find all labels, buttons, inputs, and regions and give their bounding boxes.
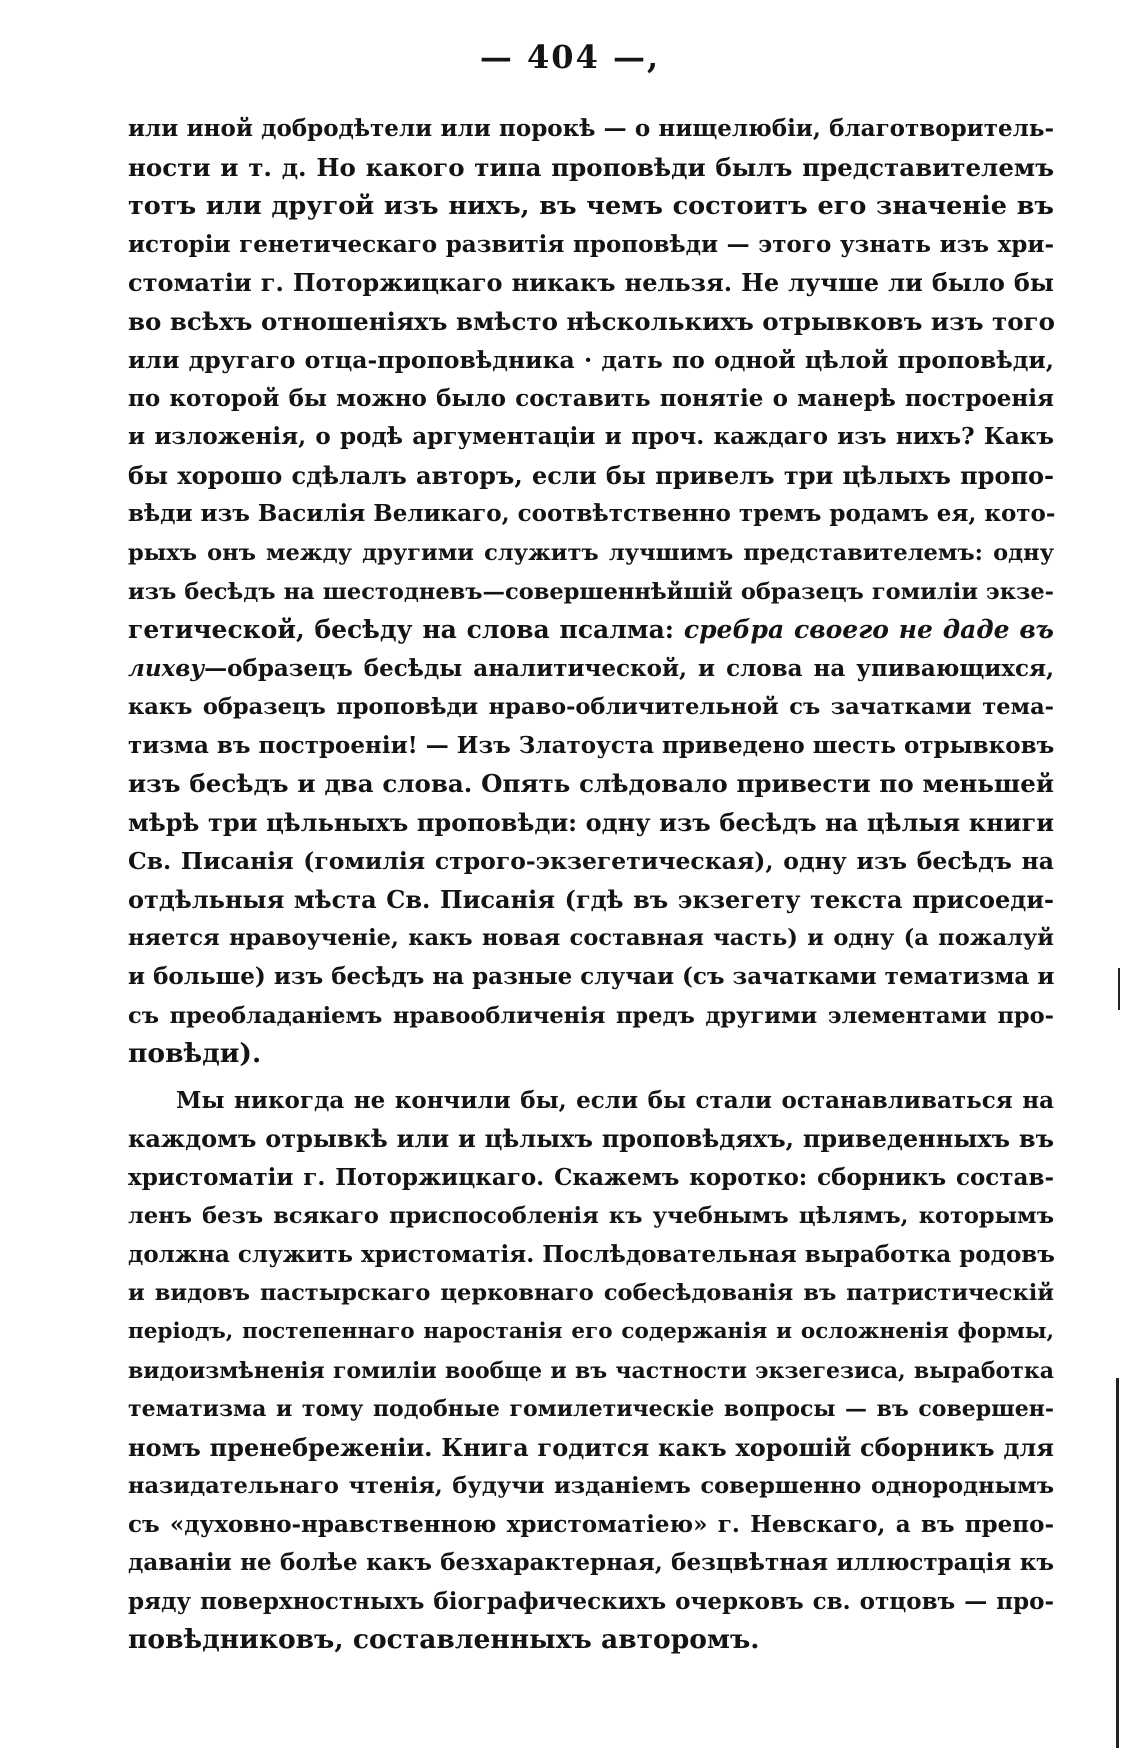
italic-quote: лихву (128, 654, 205, 682)
text-line: изъ бесѣдъ на шестодневъ—совершеннѣйшій образецъ гомиліи экзе- (128, 578, 1054, 605)
text-line: мѣрѣ три цѣльныхъ проповѣди: одну изъ бесѣдъ на цѣлыя книги (128, 807, 1054, 837)
text-line: какъ образецъ проповѣди нраво-обличительной съ зачатками тема- (128, 694, 1054, 721)
text-line: вѣди изъ Василія Великаго, соотвѣтственно тремъ родамъ ея, кото- (128, 500, 1056, 528)
text-line: ряду поверхностныхъ біографическихъ очерковъ св. отцовъ — про- (128, 1587, 1054, 1615)
text-line: должна служить христоматія. Послѣдовательная выработка родовъ (128, 1240, 1055, 1268)
text-line: няется нравоученіе, какъ новая составная часть) и одну (а пожалуй (128, 925, 1054, 952)
text-line: тематизма и тому подобные гомилетическіе вопросы — въ совершен- (128, 1396, 1054, 1423)
text-line: видоизмѣненія гомиліи вообще и въ частности экзегезиса, выработка (128, 1357, 1054, 1384)
text-segment: —образецъ бесѣды аналитической, и слова на упивающихся, (204, 654, 1054, 682)
text-line: или другаго отца-проповѣдника · дать по одной цѣлой проповѣди, (128, 346, 1054, 375)
text-line: повѣдниковъ, составленныхъ авторомъ. (128, 1624, 760, 1656)
paragraph-gap (128, 1074, 1054, 1082)
text-line: исторіи генетическаго развитія проповѣди — этого узнать изъ хри- (128, 230, 1054, 258)
page-number: — 404 —, (479, 38, 661, 76)
text-line: съ «духовно-нравственною христоматіею» г. Невскаго, а въ препо- (128, 1510, 1054, 1538)
text-line: по которой бы можно было составить понятіе о манерѣ построенія (128, 384, 1054, 412)
text-line: бы хорошо сдѣлалъ авторъ, если бы привелъ три цѣлыхъ пропо- (128, 460, 1054, 490)
text-line: тизма въ построеніи! — Изъ Златоуста приведено шесть отрывковъ (128, 731, 1055, 759)
text-line: христоматіи г. Поторжицкаго. Скажемъ коротко: сборникъ состав- (128, 1163, 1054, 1191)
text-line: назидательнаго чтенія, будучи изданіемъ совершенно однороднымъ (128, 1473, 1054, 1500)
text-line: стоматіи г. Поторжицкаго никакъ нельзя. Не лучше ли было бы (128, 268, 1054, 298)
text-line-mixed (128, 611, 1054, 650)
text-line: отдѣльныя мѣста Св. Писанія (гдѣ въ экзегету текста присоеди- (128, 884, 1054, 914)
text-line: и больше) изъ бесѣдъ на разные случаи (съ зачатками тематизма и (128, 963, 1055, 991)
main-text (128, 110, 1054, 1660)
text-line: и изложенія, о родѣ аргументаціи и проч. каждаго изъ нихъ? Какъ (128, 423, 1054, 451)
text-line: и видовъ пастырскаго церковнаго собесѣдованія въ патристическій (128, 1280, 1054, 1307)
text-line: во всѣхъ отношеніяхъ вмѣсто нѣсколькихъ отрывковъ изъ того (128, 306, 1055, 336)
text-line: съ преобладаніемъ нравообличенія предъ другими элементами про- (128, 1002, 1054, 1029)
text-line: рыхъ онъ между другими служитъ лучшимъ представителемъ: одну (128, 540, 1054, 567)
text-line: даваніи не болѣе какъ безхарактерная, безцвѣтная иллюстрація къ (128, 1549, 1054, 1577)
text-line: изъ бесѣдъ и два слова. Опять слѣдовало привести по меньшей (128, 769, 1054, 799)
text-line: или иной добродѣтели или порокѣ — о нищелюбіи, благотворитель- (128, 115, 1054, 142)
text-line: тотъ или другой изъ нихъ, въ чемъ состоитъ его значеніе въ (128, 191, 1054, 222)
text-line: Св. Писанія (гомилія строго-экзегетическая), одну изъ бесѣдъ на (128, 847, 1054, 876)
paragraph-1 (128, 110, 1054, 1074)
text-line: номъ пренебреженіи. Книга годится какъ хорошій сборникъ для (128, 1432, 1054, 1462)
paragraph-2 (128, 1082, 1054, 1660)
text-line: ности и т. д. Но какого типа проповѣди былъ представителемъ (128, 152, 1054, 182)
scan-margin-line (1116, 1378, 1119, 1748)
text-segment: гетической, бесѣду на слова псалма: (128, 615, 675, 645)
text-line: Мы никогда не кончили бы, если бы стали останавливаться на (176, 1086, 1054, 1114)
text-line: ленъ безъ всякаго приспособленія къ учебнымъ цѣлямъ, которымъ (128, 1203, 1054, 1230)
scan-margin-line-small (1118, 968, 1120, 1010)
text-line: каждомъ отрывкѣ или и цѣлыхъ проповѣдяхъ, приведенныхъ въ (128, 1124, 1054, 1154)
italic-quote: сребра своего не даде въ (683, 615, 1054, 645)
text-line: повѣди). (128, 1038, 262, 1070)
text-line-mixed (128, 650, 1054, 689)
text-line: періодъ, постепеннаго наростанія его содержанія и осложненія формы, (128, 1318, 1054, 1344)
